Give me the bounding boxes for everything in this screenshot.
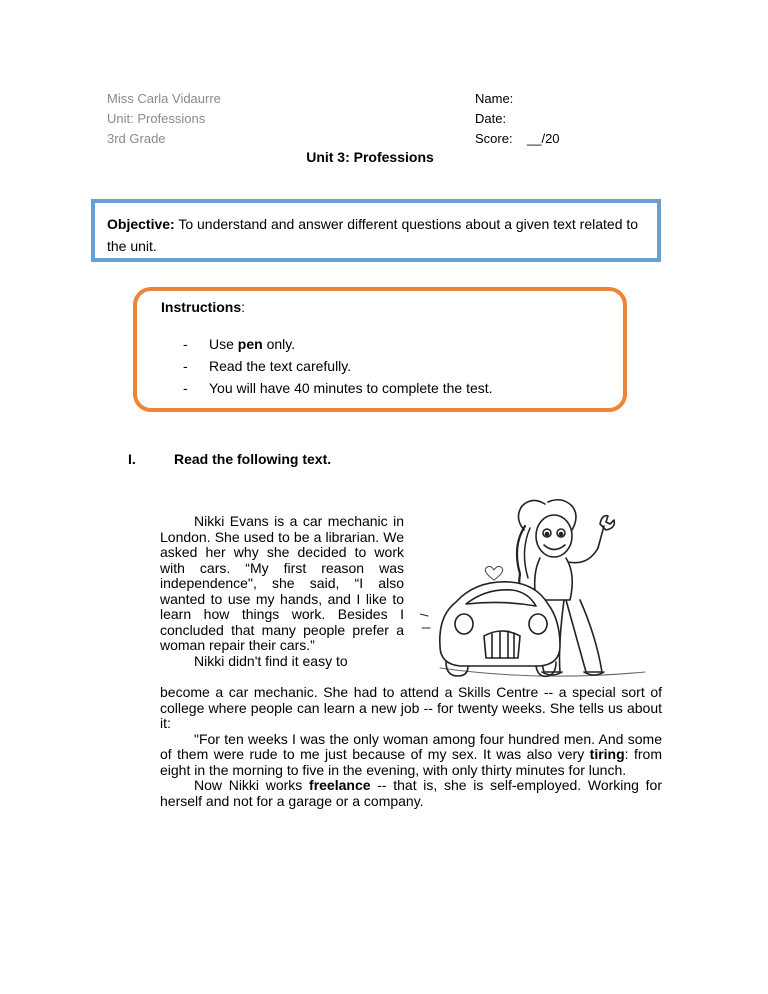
score-value: __/20 xyxy=(527,131,560,146)
passage-paragraph-3 xyxy=(160,732,662,779)
paragraph-text: -- that is, she is self-employed. Working for herself and not for a garage or a company. xyxy=(160,777,662,809)
instructions-title: Instructions xyxy=(161,299,242,315)
instructions-box xyxy=(133,287,627,412)
woman-mechanic-illustration xyxy=(420,496,670,692)
paragraph-text: Nikki didn't find it easy to xyxy=(194,652,348,669)
passage-paragraph-2: become a car mechanic. She had to attend a Skills Centre -- a special sort of college where people can learn a new job -- for twenty weeks. She tells us about it: xyxy=(160,684,662,731)
section-title: Read the following text. xyxy=(174,451,332,467)
grade-label: 3rd Grade xyxy=(107,131,166,146)
paragraph-text: : from eight in the morning to five in the evening, with only thirty minutes for lunch. xyxy=(160,746,663,778)
unit-label: Unit: Professions xyxy=(107,111,206,126)
passage-paragraph-1 xyxy=(160,514,404,654)
instruction-text: Use xyxy=(209,336,238,352)
instruction-item xyxy=(183,333,493,355)
instructions-list xyxy=(183,333,493,399)
list-dash: - xyxy=(183,336,188,352)
paragraph-text: Nikki Evans is a car mechanic in London. She used to be a librarian. We asked her why she decided to work with cars. “My first reason was independence", she said, “I also wanted to use my hands, and I like to learn how things work. Besides I concluded that many people prefer a woman repair their cars.” xyxy=(160,513,404,653)
paragraph-text: Now Nikki works xyxy=(194,777,310,793)
teacher-name: Miss Carla Vidaurre xyxy=(107,91,221,106)
passage-paragraph-2-start xyxy=(160,654,404,670)
list-dash: - xyxy=(183,358,188,374)
page-title: Unit 3: Professions xyxy=(306,149,434,165)
paragraph-text: "For ten weeks I was the only woman among four hundred men. And some of them were rude to me just because of my sex. It was also very xyxy=(160,730,662,762)
passage-body xyxy=(160,685,662,809)
bold-word: freelance xyxy=(309,777,371,793)
instruction-item xyxy=(183,355,493,377)
objective-text: To understand and answer different questions about a given text related to the unit. xyxy=(107,216,639,254)
instruction-text-end: only. xyxy=(262,336,296,352)
instruction-text: Read the text carefully. xyxy=(209,358,352,374)
instruction-bold: pen xyxy=(237,336,263,352)
bold-word: tiring xyxy=(589,746,625,762)
passage-column xyxy=(160,514,404,669)
woman-mechanic-icon xyxy=(420,496,670,692)
passage-paragraph-4 xyxy=(160,778,662,809)
instruction-text: You will have 40 minutes to complete the test. xyxy=(209,380,493,396)
instructions-heading xyxy=(161,299,245,315)
objective-box xyxy=(91,199,661,262)
instructions-colon: : xyxy=(241,299,246,315)
name-label: Name: xyxy=(475,91,514,106)
list-dash: - xyxy=(183,380,188,396)
section-number: I. xyxy=(128,451,136,467)
section-heading xyxy=(128,451,331,467)
instruction-item xyxy=(183,377,493,399)
objective-label: Objective: xyxy=(107,216,175,232)
date-label: Date: xyxy=(475,111,507,126)
score-label: Score: xyxy=(475,131,513,146)
